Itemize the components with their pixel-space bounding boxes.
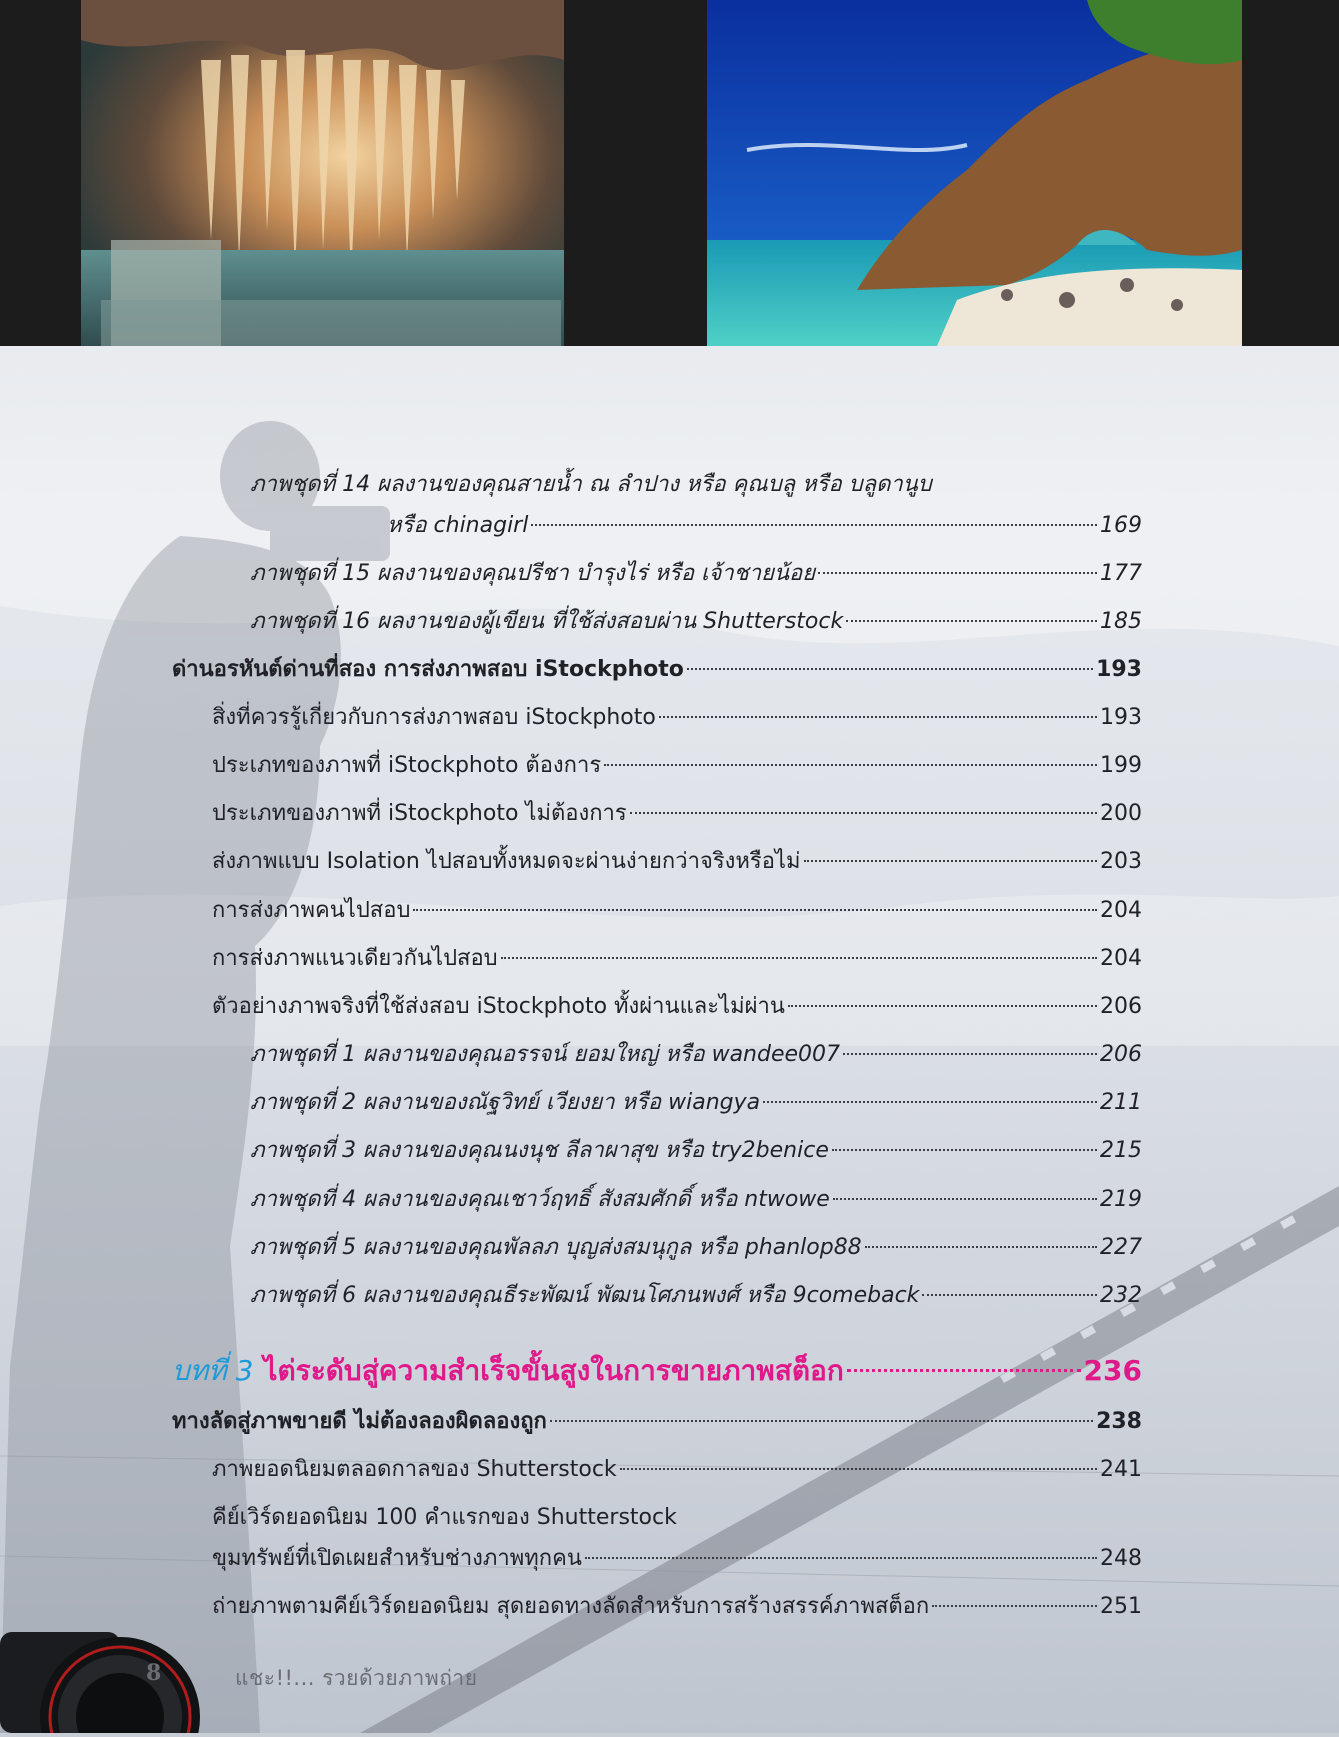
toc-entry-title: สิ่งที่ควรรู้เกี่ยวกับการส่งภาพสอบ iStockphoto [212,705,656,730]
toc-page-number: 200 [1100,801,1142,826]
toc-entry-keywords[interactable] [212,1544,1142,1574]
dot-leader [865,1246,1097,1248]
toc-page-number: 251 [1100,1594,1142,1619]
cave-stalactite-photo [81,0,564,346]
dot-leader [585,1557,1097,1559]
toc-entry[interactable] [212,944,1142,974]
toc-page-number: 241 [1100,1457,1142,1482]
toc-entry-title: ประเภทของภาพที่ iStockphoto ต้องการ [212,753,602,778]
dot-leader [763,1101,1097,1103]
toc-page-number: 203 [1100,849,1142,874]
toc-entry[interactable] [250,1088,1142,1118]
toc-entry-title: ภาพยอดนิยมตลอดกาลของ Shutterstock [212,1457,617,1482]
dot-leader [659,716,1097,718]
dot-leader [687,668,1093,670]
toc-entry[interactable] [212,1455,1142,1485]
toc-page-number: 185 [1100,609,1142,634]
toc-entry[interactable] [250,1136,1142,1166]
toc-page-number: 248 [1100,1546,1142,1571]
toc-entry[interactable] [250,607,1142,637]
toc-entry-14-line1: ภาพชุดที่ 14 ผลงานของคุณสายน้ำ ณ ลำปาง หรือ คุณบลู หรือ บลูดานูบ [250,472,932,497]
toc-entry[interactable] [250,559,1142,589]
dot-leader [620,1468,1097,1470]
top-photo-band [0,0,1339,346]
dot-leader [630,812,1097,814]
dot-leader [804,860,1098,862]
toc-entry-14[interactable] [387,511,1142,541]
toc-entry[interactable] [212,896,1142,926]
toc-page-number: 215 [1100,1138,1142,1163]
toc-entry-title: ภาพชุดที่ 3 ผลงานของคุณนงนุช ลีลาผาสุข หรือ try2benice [250,1138,829,1163]
toc-page-number: 199 [1100,753,1142,778]
toc-page-number: 238 [1096,1409,1142,1434]
toc-chapter-3[interactable] [172,1353,1142,1389]
toc-entry-title: การส่งภาพคนไปสอบ [212,898,411,923]
toc-page-number: 204 [1100,946,1142,971]
toc-page-number: 219 [1100,1187,1142,1212]
chapter-number: บทที่ 3 [172,1354,254,1387]
toc-entry-title: ภาพชุดที่ 6 ผลงานของคุณธีระพัฒน์ พัฒนโศภนพงศ์ หรือ 9comeback [250,1283,920,1308]
toc-entry[interactable] [250,1233,1142,1263]
toc-entry-keywords-line1: คีย์เวิร์ดยอดนิยม 100 คำแรกของ Shutterstock [212,1505,677,1530]
dot-leader [413,909,1097,911]
toc-page-number: 169 [1100,513,1142,538]
toc-entry[interactable] [250,1281,1142,1311]
toc-entry-title: ภาพชุดที่ 1 ผลงานของคุณอรรจน์ ยอมใหญ่ หรือ wandee007 [250,1042,841,1067]
running-book-title: แชะ!!... รวยด้วยภาพถ่าย [235,1666,478,1690]
toc-entry-title: ภาพชุดที่ 2 ผลงานของณัฐวิทย์ เวียงยา หรือ wiangya [250,1090,761,1115]
dot-leader [832,1149,1097,1151]
toc-page-number: 193 [1096,657,1142,682]
toc-entry[interactable] [212,703,1142,733]
toc-page-number: 211 [1100,1090,1142,1115]
toc-entry[interactable] [212,847,1142,877]
dot-leader [788,1005,1097,1007]
toc-section-istockphoto[interactable] [172,655,1142,685]
toc-entry-title: ภาพชุดที่ 16 ผลงานของผู้เขียน ที่ใช้ส่งสอบผ่าน Shutterstock [250,609,844,634]
camera-lens-icon [0,1622,210,1733]
toc-page-number: 232 [1100,1283,1142,1308]
toc-entry-title: ส่งภาพแบบ Isolation ไปสอบทั้งหมดจะผ่านง่ายกว่าจริงหรือไม่ [212,849,801,874]
toc-page-number: 204 [1100,898,1142,923]
toc-section-title: ทางลัดสู่ภาพขายดี ไม่ต้องลองผิดลองถูก [172,1409,547,1434]
toc-entry-title: ภาพชุดที่ 4 ผลงานของคุณเชาว์ฤทธิ์ สังสมศักดิ์ หรือ ntwowe [250,1187,830,1212]
dot-leader [818,572,1097,574]
toc-entry[interactable] [250,1185,1142,1215]
toc-entry-title: ถ่ายภาพตามคีย์เวิร์ดยอดนิยม สุดยอดทางลัดสำหรับการสร้างสรรค์ภาพสต็อก [212,1594,930,1619]
toc-page-number: 193 [1100,705,1142,730]
toc-page-number: 227 [1100,1235,1142,1260]
toc-entry-title: ประเภทของภาพที่ iStockphoto ไม่ต้องการ [212,801,627,826]
dot-leader [833,1198,1097,1200]
toc-section-title: ด่านอรหันต์ด่านที่สอง การส่งภาพสอบ iStockphoto [172,657,684,682]
dot-leader [846,620,1097,622]
dot-leader [501,957,1097,959]
toc-entry[interactable] [212,992,1142,1022]
toc-entry-title: ขุมทรัพย์ที่เปิดเผยสำหรับช่างภาพทุกคน [212,1546,582,1571]
page-number: 8 [146,1660,162,1686]
dot-leader [550,1420,1093,1422]
toc-section-shortcut[interactable] [172,1407,1142,1437]
toc-page-number: 206 [1100,994,1142,1019]
toc-entry[interactable] [212,799,1142,829]
beach-rock-arch-photo [707,0,1242,346]
toc-page-number: 177 [1100,561,1142,586]
chapter-title: ไต่ระดับสู่ความสำเร็จขั้นสูงในการขายภาพสต็อก [263,1354,844,1387]
dot-leader [843,1053,1097,1055]
dot-leader [932,1605,1097,1607]
toc-entry[interactable] [212,1592,1142,1622]
toc-page-number: 206 [1100,1042,1142,1067]
toc-entry-title: หรือ chinagirl [387,513,529,538]
dot-leader [531,524,1097,526]
toc-entry-title: การส่งภาพแนวเดียวกันไปสอบ [212,946,498,971]
dot-leader [847,1369,1081,1372]
toc-entry[interactable] [212,751,1142,781]
toc-entry-title: ภาพชุดที่ 15 ผลงานของคุณปรีชา บำรุงไร่ หรือ เจ้าชายน้อย [250,561,816,586]
dot-leader [604,764,1097,766]
dot-leader [922,1294,1097,1296]
toc-entry[interactable] [250,1040,1142,1070]
toc-entry-title: ภาพชุดที่ 5 ผลงานของคุณพัลลภ บุญส่งสมนุกูล หรือ phanlop88 [250,1235,862,1260]
toc-entry-title: ตัวอย่างภาพจริงที่ใช้ส่งสอบ iStockphoto ทั้งผ่านและไม่ผ่าน [212,994,785,1019]
toc-page-number: 236 [1083,1354,1142,1387]
